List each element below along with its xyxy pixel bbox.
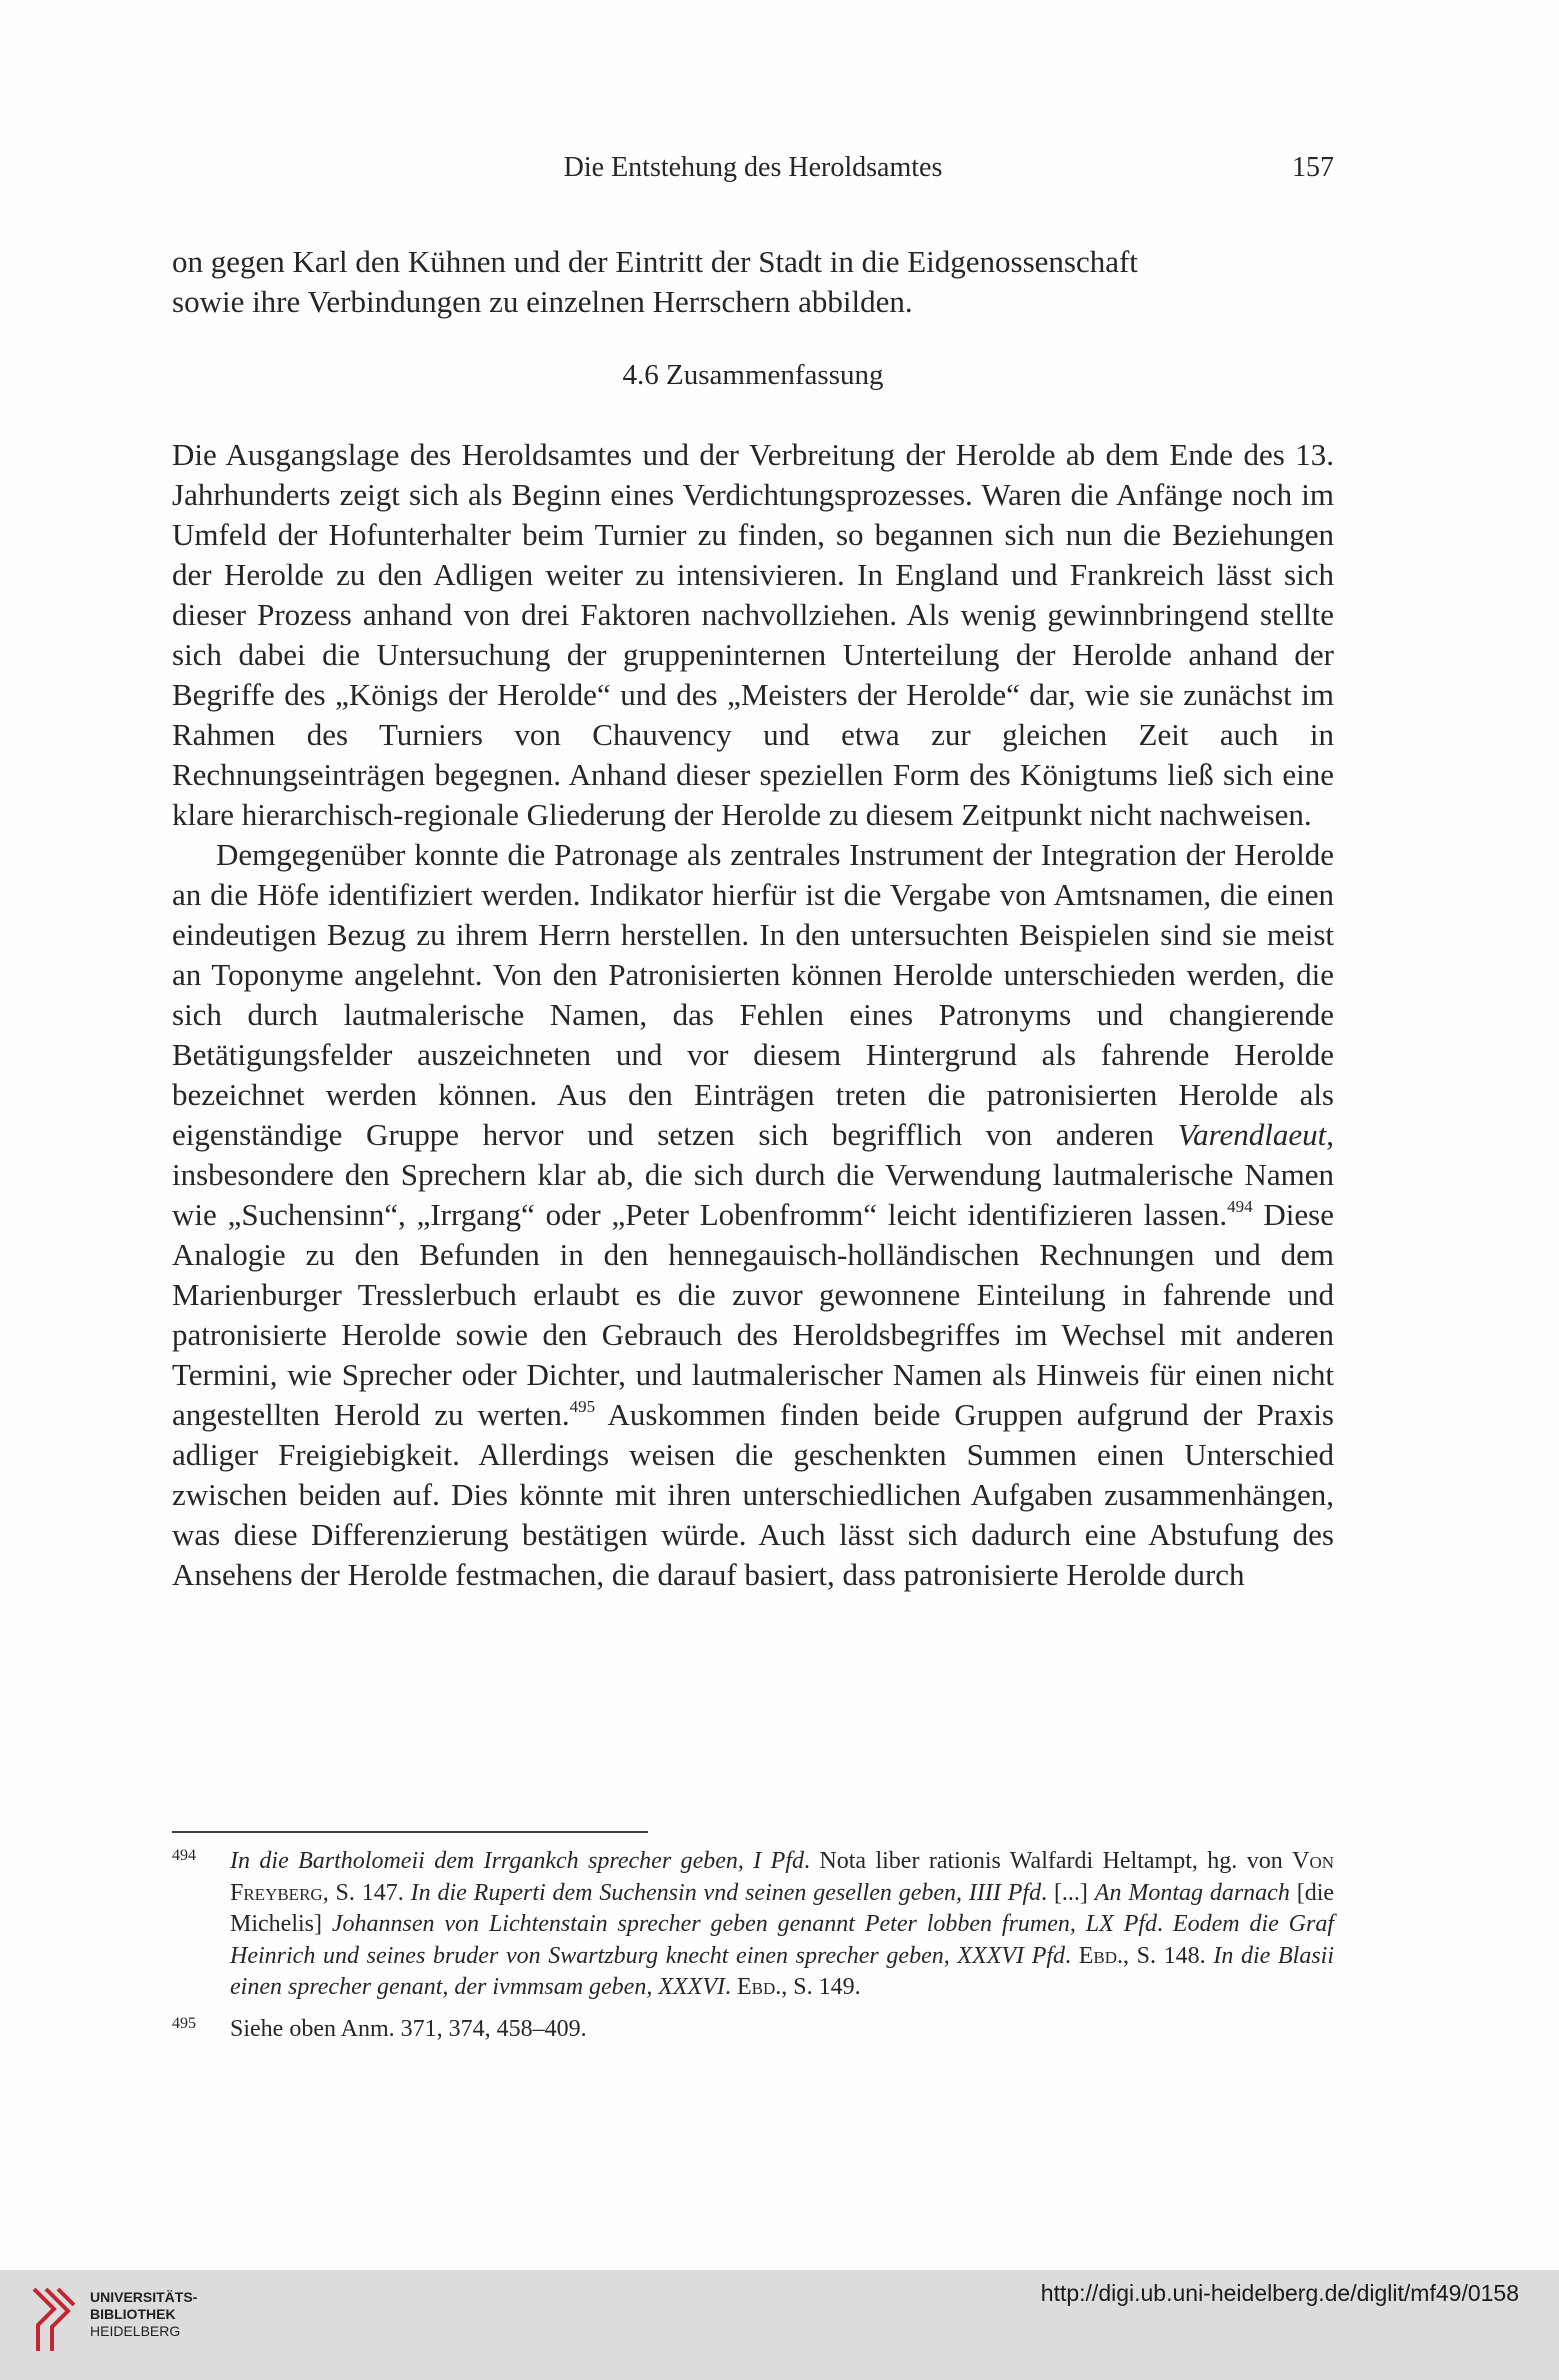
footnote-segment: An Montag darnach [1094, 1879, 1290, 1906]
footnote-segment: In die Bartholomeii dem Irrgankch sprecher geben, I Pfd [230, 1848, 804, 1874]
footnote-segment: Ebd. [1078, 1942, 1123, 1969]
footnote-number: 495 [172, 2014, 196, 2032]
footnote-segment: Johannsen von Lichtenstain sprecher geben genannt Peter lobben frumen, LX Pfd [331, 1911, 1158, 1937]
section-heading: 4.6 Zusammenfassung [622, 359, 884, 391]
paragraph-2-part-a: Demgegenüber konnte die Patronage als zentrales Instrument der Integration der Herolde an die Höfe identifiziert werden. Indikator hierfür ist die Vergabe von Amtsnamen, die einen eindeutigen Bezug zu ihrem Herrn herstellen. In den untersuchten Beispielen sind sie meist an Toponyme angelehnt. Von den Patronisierten können Herolde unterschieden werden, die sich durch lautmalerische Namen, das Fehlen eines Patronyms und changierende Betätigungsfelder auszeichneten und vor diesem Hintergrund als fahrende Herolde bezeichnet werden können. Aus den Einträgen treten die patronisierten Herolde als eigenständige Gruppe hervor und setzen sich begrifflich von anderen [172, 837, 1334, 1152]
footnote-segment: In die Ruperti dem Suchensin vnd seinen gesellen geben, IIII Pfd [410, 1879, 1042, 1906]
paragraph-2 [172, 835, 1334, 1595]
footnote-segment: . [1157, 1911, 1173, 1937]
body-text [172, 435, 1334, 1595]
footnote-text [230, 1848, 1334, 2000]
footnote-number: 494 [172, 1847, 196, 1864]
footnote-ref-495[interactable]: 495 [569, 1397, 596, 1416]
footnote-segment: Siehe oben Anm. 371, 374, 458–409. [230, 2015, 587, 2042]
footnote-segment: , S. 147. [322, 1879, 411, 1906]
footnote-segment: , S. 148. [1123, 1942, 1214, 1969]
page-number: 157 [1292, 152, 1334, 183]
footnote-segment: . [724, 1974, 737, 2000]
paragraph-2-part-d: Auskommen finden beide Gruppen aufgrund der Praxis adliger Freigiebigkeit. Allerdings weisen die geschenkten Summen einen Unterschied zwischen beiden auf. Dies könnte mit ihren unterschiedlichen Aufgaben zusammenhängen, was diese Differenzierung bestätigen würde. Auch lässt sich dadurch eine Abstufung des Ansehens der Herolde festmachen, die darauf basiert, dass patronisierte Herolde durch [172, 1397, 1334, 1592]
footnote-segment: Eodem die Graf Heinrich und seines bruder von Swartzburg knecht einen sprecher geben, XXXVI Pfd [230, 1911, 1334, 1969]
footnote-rule [172, 1831, 648, 1833]
intro-line-2: sowie ihre Verbindungen zu einzelnen Herrschern abbilden. [172, 284, 913, 319]
running-title: Die Entstehung des Heroldsamtes [563, 152, 943, 183]
paragraph-2-part-c: Diese Analogie zu den Befunden in den hennegauisch-holländischen Rechnungen und dem Marienburger Tresslerbuch erlaubt es die zuvor gewonnene Einteilung in fahrende und patronisierte Herolde sowie den Gebrauch des Heroldsbegriffes im Wechsel mit anderen Termini, wie Sprecher oder Dichter, und lautmalerischer Namen als Hinweis für einen nicht angestellten Herold zu werten. [172, 1197, 1334, 1432]
university-library-logo-icon[interactable] [28, 2283, 80, 2357]
paragraph-2-part-b: , insbesondere den Sprechern klar ab, die sich durch die Verwendung lautmalerische Namen wie „Suchensinn“, „Irrgang“ oder „Peter Lobenfromm“ leicht identifizieren lassen. [172, 1117, 1334, 1232]
footnote-segment: In die Blasii einen sprecher genant, der ivmmsam geben, XXXVI [230, 1942, 1335, 2000]
footnotes [172, 1846, 1334, 2045]
footnote-495 [172, 2014, 1334, 2046]
library-name-line-1: UNIVERSITÄTS- [90, 2289, 198, 2305]
footnote-text [230, 2016, 587, 2042]
footnote-segment: . [...] [1041, 1879, 1095, 1906]
footnote-segment: Von Freyberg [230, 1848, 1334, 1906]
footnote-ref-494[interactable]: 494 [1227, 1197, 1253, 1216]
library-name [90, 2289, 197, 2340]
paragraph-1: Die Ausgangslage des Heroldsamtes und der Verbreitung der Herolde ab dem Ende des 13. Jahrhunderts zeigt sich als Beginn eines Verdichtungsprozesses. Waren die Anfänge noch im Umfeld der Hofunterhalter beim Turnier zu finden, so begannen sich nun die Beziehungen der Herolde zu den Adligen weiter zu intensivieren. In England und Frankreich lässt sich dieser Prozess anhand von drei Faktoren nachvollziehen. Als wenig gewinnbringend stellte sich dabei die Untersuchung der gruppeninternen Unterteilung der Herolde anhand der Begriffe des „Königs der Herolde“ und des „Meisters der Herolde“ dar, wie sie zunächst im Rahmen des Turniers von Chauvency und etwa zur gleichen Zeit auch in Rechnungseinträgen begegnen. Anhand dieser speziellen Form des Königtums ließ sich eine klare hierarchisch-regionale Gliederung der Herolde zu diesem Zeitpunkt nicht nachweisen. [172, 437, 1334, 832]
logo-strokes [34, 2289, 74, 2351]
running-head [172, 152, 1334, 192]
footnote-segment: , S. 149. [781, 1974, 861, 2000]
footnote-segment: Ebd. [736, 1974, 782, 2000]
footnote-segment: . Nota liber rationis Walfardi Heltampt, hg. von [804, 1848, 1293, 1874]
intro-text [172, 242, 1334, 322]
library-name-line-3: HEIDELBERG [90, 2323, 181, 2339]
footnote-segment: [die Michelis] [230, 1879, 1335, 1937]
footnote-494 [172, 1846, 1334, 2004]
intro-line-1: on gegen Karl den Kühnen und der Eintritt der Stadt in die Eidgenossenschaft [172, 244, 1138, 279]
footnote-segment: . [1065, 1942, 1079, 1969]
italic-term: Varendlaeut [1177, 1117, 1327, 1152]
library-name-line-2: BIBLIOTHEK [90, 2306, 176, 2322]
page-url-link[interactable]: http://digi.ub.uni-heidelberg.de/diglit/mf49/0158 [1040, 2280, 1519, 2306]
